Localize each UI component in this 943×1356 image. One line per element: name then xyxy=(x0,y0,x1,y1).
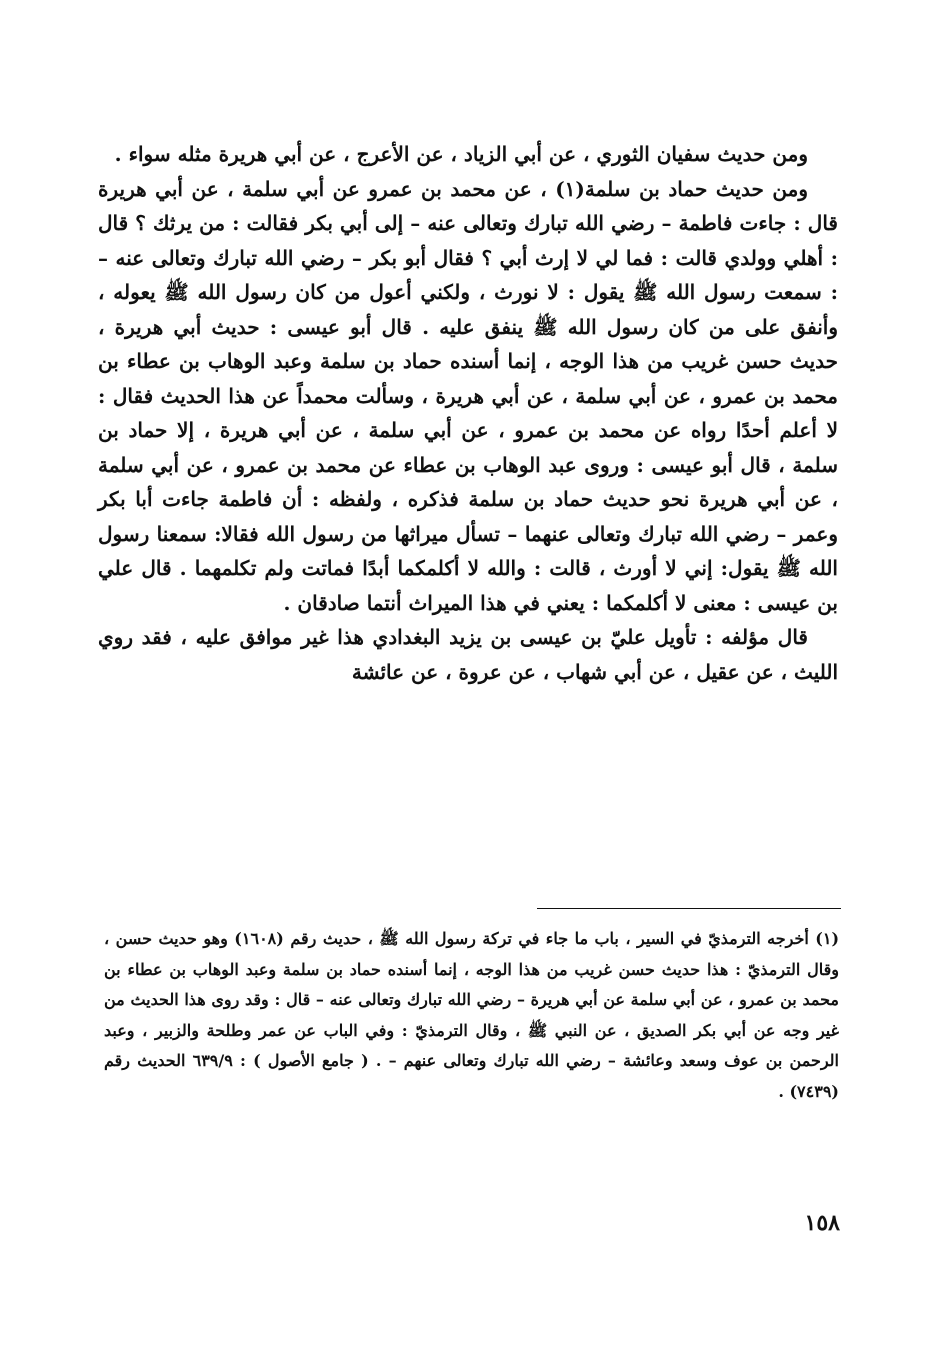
footnote xyxy=(104,924,839,1107)
paragraph-3: قال مؤلفه : تأويل عليّ بن عيسى بن يزيد البغدادي هذا غير موافق عليه ، فقد روي الليث ، عن عقيل ، عن أبي شهاب ، عن عروة ، عن عائشة xyxy=(98,625,838,684)
page-number: ١٥٨ xyxy=(804,1210,840,1236)
paragraph-2: ومن حديث حماد بن سلمة(١) ، عن محمد بن عمرو عن أبي سلمة ، عن أبي هريرة قال : جاءت فاطمة – رضي الله تبارك وتعالى عنه – إلى أبي بكر فقالت : من يرثك ؟ قال : أهلي وولدي قالت : فما لي لا إرث أبي ؟ فقال أبو بكر – رضي الله تبارك وتعالى عنه – : سمعت رسول الله ﷺ يقول : لا نورث ، ولكني أعول من كان رسول الله ﷺ يعوله ، وأنفق على من كان رسول الله ﷺ ينفق عليه . قال أبو عيسى : حديث أبي هريرة ، حديث حسن غريب من هذا الوجه ، إنما أسنده حماد بن سلمة وعبد الوهاب بن عطاء بن محمد بن عمرو ، عن أبي سلمة ، عن أبي هريرة ، وسألت محمداً عن هذا الحديث فقال : لا أعلم أحدًا رواه عن محمد بن عمرو ، عن أبي سلمة ، عن أبي هريرة ، إلا حماد بن سلمة ، قال أبو عيسى : وروى عبد الوهاب بن عطاء عن محمد بن عمرو ، عن أبي سلمة ، عن أبي هريرة نحو حديث حماد بن سلمة فذكره ، ولفظه : أن فاطمة جاءت أبا بكر وعمر – رضي الله تبارك وتعالى عنهما – تسأل ميراثها من رسول الله فقالا: سمعنا رسول الله ﷺ يقول: إني لا أورث ، قالت : والله لا أكلمكما أبدًا فماتت ولم تكلمهما . قال علي بن عيسى : معنى لا أكلمكما : يعني في هذا الميراث أنتما صادقان . xyxy=(98,176,838,615)
footnote-text: (١) أخرجه الترمذيّ في السير ، باب ما جاء في تركة رسول الله ﷺ ، حديث رقم (١٦٠٨) وهو حديث حسن ، وقال الترمذيّ : هذا حديث حسن غريب من هذا الوجه ، إنما أسنده حماد بن سلمة وعبد الوهاب بن عطاء بن محمد بن عمرو ، عن أبي سلمة عن أبي هريرة – رضي الله تبارك وتعالى عنه – قال : وقد روى هذا الحديث من غير وجه عن أبي بكر الصديق ، عن النبي ﷺ ، وقال الترمذيّ : وفي الباب عن عمر وطلحة والزبير ، وعبد الرحمن بن عوف وسعد وعائشة – رضي الله تبارك وتعالى عنهم – . ( جامع الأصول ) : ٦٣٩/٩ الحديث رقم (٧٤٣٩) . xyxy=(104,929,840,1101)
paragraph-1: ومن حديث سفيان الثوري ، عن أبي الزياد ، عن الأعرج ، عن أبي هريرة مثله سواء . xyxy=(114,142,808,166)
footnote-divider xyxy=(537,908,841,909)
main-text xyxy=(98,137,838,689)
